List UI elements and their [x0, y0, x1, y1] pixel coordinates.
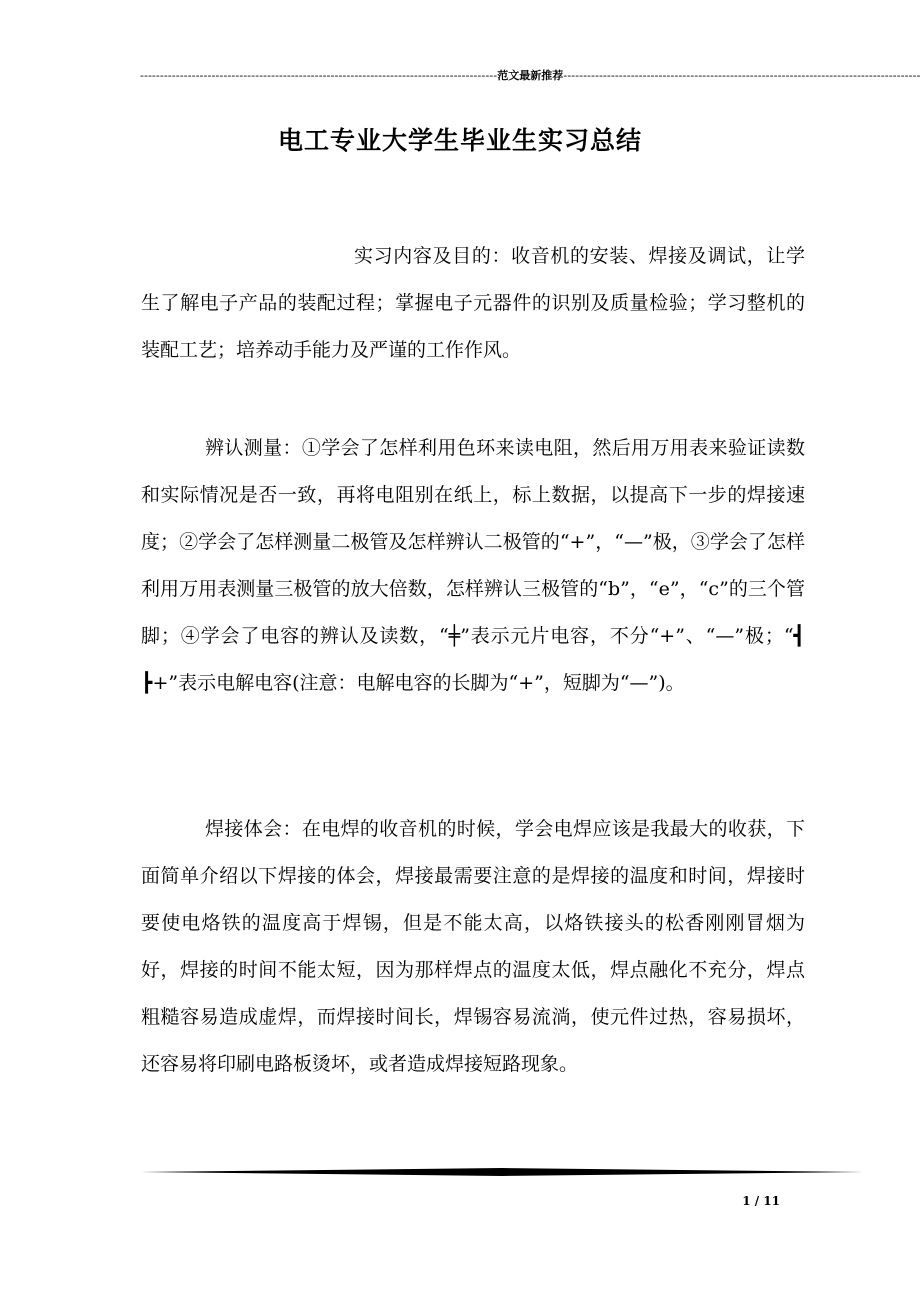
- header-dashes-right: ------------------------------------------------------------------------------------------: [563, 69, 920, 82]
- footer-rule: [141, 1165, 863, 1179]
- paragraph-identification: 辨认测量：①学会了怎样利用色环来读电阻，然后用万用表来验证读数和实际情况是否一致，再将电阻别在纸上，标上数据，以提高下一步的焊接速度；②学会了怎样测量二极管及怎样辨认二极管的“+”，“—”极，③学会了怎样利用万用表测量三极管的放大倍数，怎样辨认三极管的“b”，“e”，“c”的三个管脚；④学会了电容的辨认及读数，“╪”表示元片电容，不分“+”、“—”极；“┫ ┣+”表示电解电容(注意：电解电容的长脚为“+”，短脚为“—”)。: [141, 437, 805, 694]
- header-label: 范文最新推荐: [497, 69, 564, 82]
- page-header: [140, 68, 920, 84]
- page-number: 1 / 11: [742, 1194, 780, 1208]
- paragraph-purpose: 实习内容及目的：收音机的安装、焊接及调试，让学生了解电子产品的装配过程；掌握电子元器件的识别及质量检验；学习整机的装配工艺；培养动手能力及严谨的工作作风。: [141, 245, 805, 361]
- document-title: 电工专业大学生毕业生实习总结: [277, 126, 642, 155]
- header-dashes-left: ------------------------------------------------------------------------------------------: [140, 69, 498, 82]
- paragraph-soldering: 焊接体会：在电焊的收音机的时候，学会电焊应该是我最大的收获，下面简单介绍以下焊接的体会，焊接最需要注意的是焊接的温度和时间，焊接时要使电烙铁的温度高于焊锡，但是不能太高，以烙铁接头的松香刚刚冒烟为好，焊接的时间不能太短，因为那样焊点的温度太低，焊点融化不充分，焊点粗糙容易造成虚焊，而焊接时间长，焊锡容易流淌，使元件过热，容易损坏，还容易将印刷电路板烫坏，或者造成焊接短路现象。: [141, 818, 805, 1075]
